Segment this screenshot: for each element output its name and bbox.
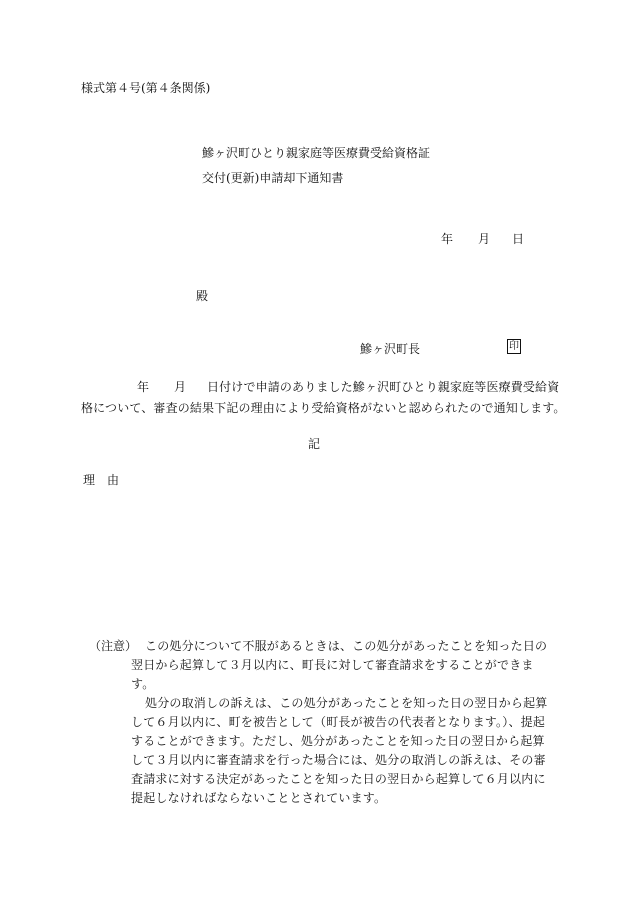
body-month-label: 月	[174, 380, 187, 394]
form-number: 様式第４号(第４条関係)	[81, 81, 211, 95]
notes-line: 処分の取消しの訴えは、この処分があったことを知った日の翌日から起算	[145, 696, 548, 710]
notes-line: することができます。ただし、処分があったことを知った日の翌日から起算	[131, 734, 545, 748]
reason-label	[83, 474, 119, 486]
notes-label: （注意）	[89, 639, 138, 653]
date-year-label: 年	[441, 232, 454, 246]
ki-heading: 記	[308, 437, 321, 451]
notes-line: 査請求に対する決定があったことを知った日の翌日から起算して６月以内に	[131, 772, 546, 786]
reason-label-char-2: 由	[107, 473, 120, 487]
addressee-honorific: 殿	[196, 289, 209, 303]
body-text-line-2: 格について、審査の結果下記の理由により受給資格がないと認められたので通知します。	[81, 401, 566, 415]
body-text-line-1: 日付けで申請のありました鰺ヶ沢町ひとり親家庭等医療費受給資	[207, 380, 560, 394]
notes-line: 提起しなければならないこととされています。	[131, 791, 387, 805]
date-month-label: 月	[478, 232, 491, 246]
notes-line: 翌日から起算して３月以内に、町長に対して審査請求をすることができま	[131, 658, 534, 672]
body-year-label: 年	[137, 380, 150, 394]
notes-line: して６月以内に、町を被告として（町長が被告の代表者となります。）、提起	[131, 715, 546, 729]
reason-label-char-1: 理	[83, 473, 96, 487]
notes-line: す。	[131, 677, 155, 691]
issuer-title: 鰺ヶ沢町長	[360, 342, 421, 356]
seal-stamp: 印	[509, 341, 519, 352]
document-title-line-2: 交付(更新)申請却下通知書	[202, 171, 344, 185]
date-day-label: 日	[512, 232, 525, 246]
notes-line: して３月以内に審査請求を行った場合には、処分の取消しの訴えは、その審	[131, 753, 546, 767]
notes-line: この処分について不服があるときは、この処分があったことを知った日の	[145, 639, 548, 653]
document-title-line-1: 鰺ヶ沢町ひとり親家庭等医療費受給資格証	[202, 146, 431, 160]
